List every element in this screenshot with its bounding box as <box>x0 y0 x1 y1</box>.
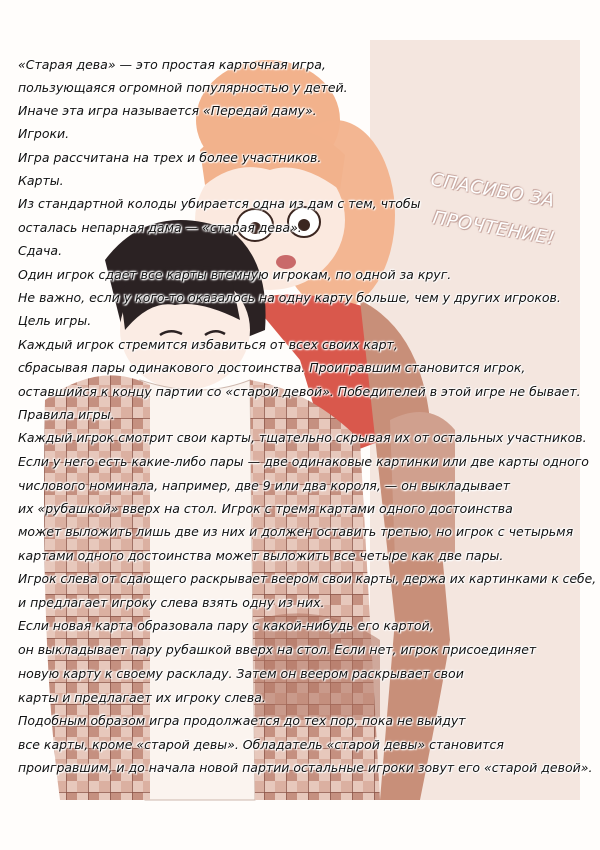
text-line-6: Карты. <box>18 173 64 188</box>
text-line-21: может выложить лишь две из них и должен оставить третью, но игрок с четырьмя <box>18 524 574 539</box>
text-line-5: Игра рассчитана на трех и более участников. <box>18 150 322 165</box>
text-line-23: Игрок слева от сдающего раскрывает веером свои карты, держа их картинками к себе, <box>18 571 597 586</box>
text-line-7: Из стандартной колоды убирается одна из дам с тем, чтобы <box>18 196 421 211</box>
thanks-banner-line-1: СПАСИБО ЗА <box>429 169 557 212</box>
text-line-13: Каждый игрок стремится избавиться от всех своих карт, <box>18 337 398 352</box>
text-line-26: он выкладывает пару рубашкой вверх на стол. Если нет, игрок присоединяет <box>18 642 537 657</box>
text-line-12: Цель игры. <box>18 313 92 328</box>
text-line-18: Если у него есть какие-либо пары — две одинаковые картинки или две карты одного <box>18 454 589 469</box>
text-line-19: числового номинала, например, две 9 или два короля, — он выкладывает <box>18 478 510 493</box>
text-line-9: Сдача. <box>18 243 63 258</box>
text-line-16: Правила игры. <box>18 407 115 422</box>
text-line-15: оставшийся к концу партии со «старой девой». Победителей в этой игре не бывает. <box>18 384 581 399</box>
text-line-29: Подобным образом игра продолжается до тех пор, пока не выйдут <box>18 713 466 728</box>
text-line-1: «Старая дева» — это простая карточная игра, <box>18 57 326 72</box>
text-line-24: и предлагает игроку слева взять одну из них. <box>18 595 325 610</box>
text-line-2: пользующаяся огромной популярностью у детей. <box>18 80 348 95</box>
text-line-25: Если новая карта образовала пару с какой-нибудь его картой, <box>18 618 434 633</box>
text-line-30: все карты, кроме «старой девы». Обладатель «старой девы» становится <box>18 737 504 752</box>
text-line-31: проигравшим, и до начала новой партии остальные игроки зовут его «старой девой». <box>18 760 593 775</box>
text-line-8: осталась непарная дама — «старая дева». <box>18 220 302 235</box>
text-line-22: картами одного достоинства может выложить все четыре как две пары. <box>18 548 504 563</box>
thanks-banner-line-2: ПРОЧТЕНИЕ! <box>431 207 557 250</box>
text-line-17: Каждый игрок смотрит свои карты, тщательно скрывая их от остальных участников. <box>18 430 587 445</box>
text-line-4: Игроки. <box>18 126 70 141</box>
text-line-27: новую карту к своему раскладу. Затем он веером раскрывает свои <box>18 666 464 681</box>
text-line-10: Один игрок сдает все карты втемную игрокам, по одной за круг. <box>18 267 452 282</box>
text-line-20: их «рубашкой» вверх на стол. Игрок с тремя картами одного достоинства <box>18 501 513 516</box>
text-line-28: карты и предлагает их игроку слева. <box>18 690 266 705</box>
text-line-11: Не важно, если у кого-то оказалось на одну карту больше, чем у других игроков. <box>18 290 561 305</box>
text-line-14: сбрасывая пары одинакового достоинства. Проигравшим становится игрок, <box>18 360 526 375</box>
text-line-3: Иначе эта игра называется «Передай даму». <box>18 103 317 118</box>
